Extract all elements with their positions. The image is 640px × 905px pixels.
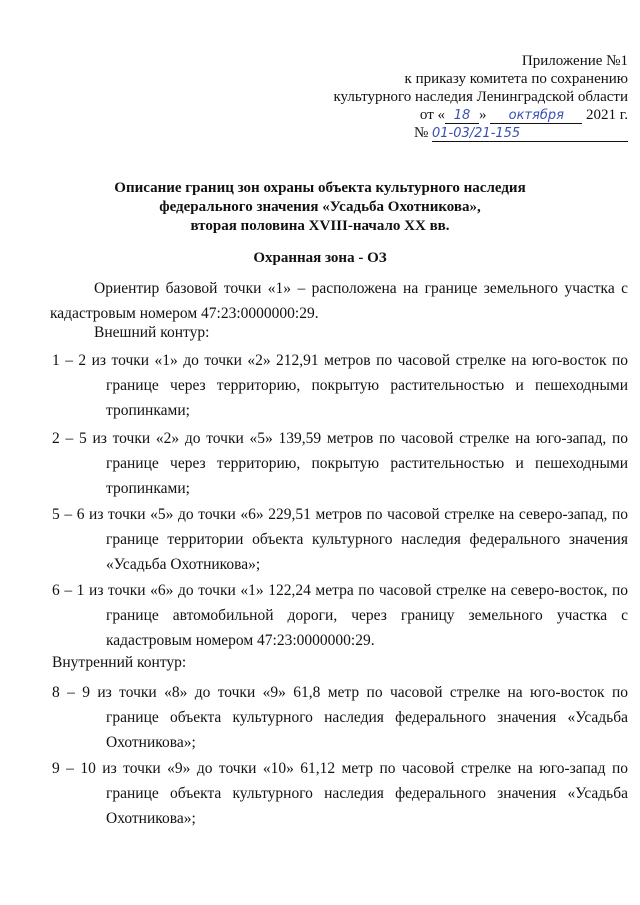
order-date [420, 106, 628, 124]
title-line-2: федерального значения «Усадьба Охотникова», [159, 199, 481, 215]
inner-item-9-10: 9 – 10 из точки «9» до точки «10» 61,12 метр по часовой стрелке на юго-запад по границе объекта культурного наследия федерального значения «Усадьба Охотникова»; [52, 760, 628, 827]
outer-item-5-6: 5 – 6 из точки «5» до точки «6» 229,51 метров по часовой стрелке на северо-запад, по границе территории объекта культурного наследия федерального значения «Усадьба Охотникова»; [52, 506, 628, 573]
outer-item-1-2: 1 – 2 из точки «1» до точки «2» 212,91 метров по часовой стрелке на юго-восток по границе через территорию, покрытую растительностью и пешеходными тропинками; [52, 352, 628, 419]
number-prefix: № [413, 125, 429, 141]
outer-item-6-1: 6 – 1 из точки «6» до точки «1» 122,24 метра по часовой стрелке на северо-восток, по границе автомобильной дороги, через границу земельного участка с кадастровым номером 47:23:0000000:29. [52, 582, 628, 649]
appendix-label: Приложение №1 [521, 53, 628, 69]
order-number [414, 124, 628, 142]
order-number-handwritten: 01-03/21-155 [432, 126, 521, 141]
outer-item-2-5: 2 – 5 из точки «2» до точки «5» 139,59 метров по часовой стрелке на юго-запад, по границе через территорию, покрытую растительностью и пешеходными тропинками; [52, 430, 628, 497]
date-prefix: от « [419, 107, 446, 123]
title-line-3: вторая половина XVIII-начало XX вв. [190, 218, 450, 234]
inner-contour-label: Внутренний контур: [52, 654, 187, 671]
date-year: 2021 г. [586, 107, 628, 123]
outer-contour-label: Внешний контур: [94, 324, 210, 341]
section-title: Охранная зона - ОЗ [253, 250, 387, 266]
date-month-handwritten: октября [508, 108, 564, 123]
inner-item-8-9: 8 – 9 из точки «8» до точки «9» 61,8 метр по часовой стрелке на юго-восток по границе объекта культурного наследия федерального значения «Усадьба Охотникова»; [52, 684, 628, 751]
intro-paragraph: Ориентир базовой точки «1» – расположена на границе земельного участка с кадастровым номером 47:23:0000000:29. [50, 280, 628, 322]
committee-line: культурного наследия Ленинградской области [333, 89, 628, 105]
title-line-1: Описание границ зон охраны объекта культурного наследия [114, 180, 526, 196]
date-day-handwritten: 18 [453, 108, 471, 123]
date-mid: » [479, 107, 487, 123]
order-ref-line: к приказу комитета по сохранению [404, 71, 628, 87]
